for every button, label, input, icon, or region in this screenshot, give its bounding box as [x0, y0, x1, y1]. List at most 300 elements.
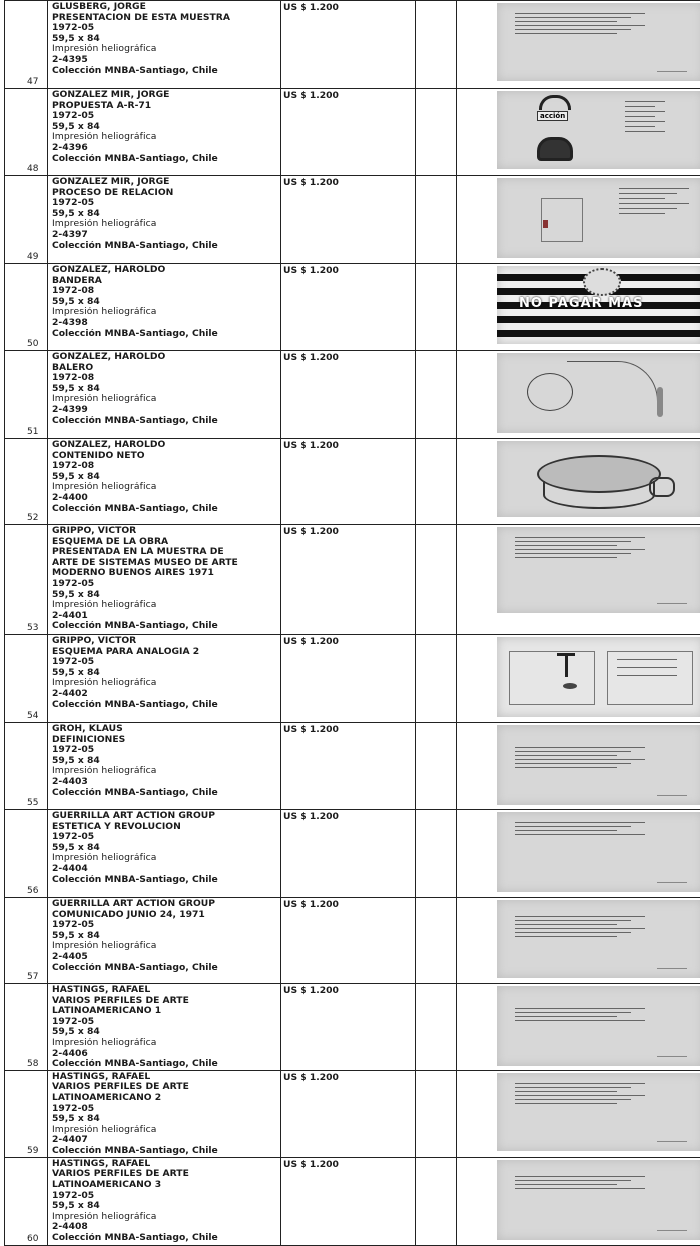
text-line-mark: [515, 932, 631, 933]
price-cell: [281, 525, 416, 635]
artist-name: GONZÁLEZ MIR, JORGE: [52, 90, 277, 101]
artwork-thumbnail-cell: [457, 525, 700, 635]
artwork-dimensions: 59,5 x 84: [52, 1114, 277, 1125]
artwork-thumbnail: [497, 178, 700, 258]
catalog-row: [5, 984, 700, 1071]
row-number: 55: [27, 798, 38, 808]
artwork-technique: Impresión heliográfica: [52, 766, 277, 777]
text-line-mark: [515, 759, 645, 760]
cup-handle-icon: [649, 477, 675, 497]
scheme-mark: [565, 653, 568, 677]
row-number-cell: [5, 984, 48, 1071]
text-line-mark: [515, 553, 631, 554]
artwork-dimensions: 59,5 x 84: [52, 34, 277, 45]
row-number: 51: [27, 427, 38, 437]
text-line-mark: [625, 106, 655, 107]
text-line-mark: [515, 936, 617, 937]
text-line-mark: [515, 928, 645, 929]
row-number-cell: [5, 439, 48, 525]
empty-cell: [416, 351, 457, 439]
price-value: US $ 1.200: [283, 90, 339, 101]
catalog-row: [5, 898, 700, 984]
text-line-mark: [515, 916, 645, 917]
artwork-dimensions: 59,5 x 84: [52, 1027, 277, 1038]
row-number: 48: [27, 164, 38, 174]
text-line-mark: [515, 29, 631, 30]
artist-name: GONZÁLEZ MIR, JORGE: [52, 177, 277, 188]
artwork-info-cell: [48, 635, 281, 723]
text-line-mark: [625, 131, 665, 132]
row-number-cell: [5, 635, 48, 723]
text-line-mark: [657, 968, 687, 969]
artist-name: GUERRILLA ART ACTION GROUP: [52, 899, 277, 910]
text-line-mark: [625, 116, 655, 117]
scheme-frame: [509, 651, 595, 705]
artwork-technique: Impresión heliográfica: [52, 219, 277, 230]
catalog-row: [5, 525, 700, 635]
price-value: US $ 1.200: [283, 899, 339, 910]
text-line-mark: [619, 203, 689, 204]
cup-stick-icon: [657, 387, 663, 417]
artwork-date: 1972-05: [52, 745, 277, 756]
artwork-thumbnail: [497, 1073, 700, 1151]
text-line-mark: [515, 549, 645, 550]
row-number-cell: [5, 351, 48, 439]
artwork-dimensions: 59,5 x 84: [52, 209, 277, 220]
telephone-icon: [537, 137, 573, 161]
text-line-mark: [617, 675, 677, 676]
price-value: US $ 1.200: [283, 985, 339, 996]
catalog-row: [5, 635, 700, 723]
artwork-title-line: BALERO: [52, 363, 277, 374]
text-line-mark: [515, 747, 645, 748]
text-line-mark: [617, 667, 677, 668]
artwork-title-line: PRESENTADA EN LA MUESTRA DE: [52, 547, 277, 558]
empty-cell: [416, 1, 457, 89]
collection-name: Colección MNBA-Santiago, Chile: [52, 504, 277, 515]
text-line-mark: [657, 795, 687, 796]
text-line-mark: [515, 751, 631, 752]
catalog-row: [5, 439, 700, 525]
text-line-mark: [515, 1103, 617, 1104]
collection-name: Colección MNBA-Santiago, Chile: [52, 154, 277, 165]
price-cell: [281, 984, 416, 1071]
price-value: US $ 1.200: [283, 1159, 339, 1170]
artwork-title-line: DEFINICIONES: [52, 735, 277, 746]
inventory-number: 2-4397: [52, 230, 277, 241]
text-line-mark: [515, 924, 617, 925]
collection-name: Colección MNBA-Santiago, Chile: [52, 241, 277, 252]
inventory-number: 2-4405: [52, 952, 277, 963]
catalog-row: [5, 1, 700, 89]
catalog-row: [5, 264, 700, 351]
artwork-date: 1972-05: [52, 1017, 277, 1028]
artwork-date: 1972-05: [52, 1191, 277, 1202]
artwork-thumbnail-cell: [457, 1070, 700, 1157]
artwork-info-cell: [48, 176, 281, 264]
text-line-mark: [515, 13, 645, 14]
price-cell: [281, 176, 416, 264]
text-line-mark: [515, 1012, 631, 1013]
artwork-technique: Impresión heliográfica: [52, 1125, 277, 1136]
row-number-cell: [5, 264, 48, 351]
artwork-title-line: PROCESO DE RELACIÓN: [52, 188, 277, 199]
artwork-title-line: COMUNICADO JUNIO 24, 1971: [52, 910, 277, 921]
text-line-mark: [619, 213, 665, 214]
catalog-row: [5, 1157, 700, 1245]
row-number: 59: [27, 1146, 38, 1156]
text-line-mark: [515, 1180, 631, 1181]
artwork-title-line: ESTÉTICA Y REVOLUCIÓN: [52, 822, 277, 833]
inventory-number: 2-4396: [52, 143, 277, 154]
artwork-date: 1972-05: [52, 23, 277, 34]
artist-name: GONZÁLEZ, HAROLDO: [52, 265, 277, 276]
artwork-info-cell: [48, 264, 281, 351]
flag-slogan: NO PAGAR MAS: [519, 296, 643, 311]
empty-cell: [416, 1157, 457, 1245]
artist-name: GONZÁLEZ, HAROLDO: [52, 352, 277, 363]
catalog-row: [5, 1070, 700, 1157]
price-value: US $ 1.200: [283, 526, 339, 537]
catalog-row: [5, 810, 700, 898]
collection-name: Colección MNBA-Santiago, Chile: [52, 1146, 277, 1157]
telephone-icon: [539, 95, 571, 110]
artwork-technique: Impresión heliográfica: [52, 394, 277, 405]
empty-cell: [416, 723, 457, 810]
row-number-cell: [5, 176, 48, 264]
collection-name: Colección MNBA-Santiago, Chile: [52, 1233, 277, 1244]
thumbnail-caption: acción: [537, 111, 568, 121]
row-number-cell: [5, 810, 48, 898]
artwork-info-cell: [48, 723, 281, 810]
inventory-number: 2-4403: [52, 777, 277, 788]
row-number-cell: [5, 1, 48, 89]
text-line-mark: [657, 71, 687, 72]
artwork-date: 1972-05: [52, 579, 277, 590]
text-line-mark: [515, 767, 617, 768]
empty-cell: [416, 984, 457, 1071]
text-line-mark: [657, 603, 687, 604]
inventory-number: 2-4406: [52, 1049, 277, 1060]
text-line-mark: [515, 830, 617, 831]
artist-name: HASTINGS, RAFAEL: [52, 985, 277, 996]
artwork-date: 1972-05: [52, 657, 277, 668]
row-number: 60: [27, 1234, 38, 1244]
artwork-date: 1972-05: [52, 1104, 277, 1115]
artwork-title-line: PRESENTACIÓN DE ESTA MUESTRA: [52, 13, 277, 24]
text-line-mark: [515, 1020, 645, 1021]
artwork-thumbnail-cell: [457, 89, 700, 176]
artwork-dimensions: 59,5 x 84: [52, 384, 277, 395]
inventory-number: 2-4401: [52, 611, 277, 622]
artwork-thumbnail-cell: [457, 723, 700, 810]
artwork-thumbnail: [497, 527, 700, 613]
text-line-mark: [515, 763, 631, 764]
artwork-technique: Impresión heliográfica: [52, 307, 277, 318]
price-cell: [281, 810, 416, 898]
price-value: US $ 1.200: [283, 352, 339, 363]
artist-name: GROH, KLAUS: [52, 724, 277, 735]
artwork-thumbnail-cell: [457, 264, 700, 351]
artwork-thumbnail-cell: [457, 351, 700, 439]
collection-name: Colección MNBA-Santiago, Chile: [52, 329, 277, 340]
text-line-mark: [619, 193, 677, 194]
text-line-mark: [625, 101, 665, 102]
artwork-dimensions: 59,5 x 84: [52, 472, 277, 483]
price-cell: [281, 1, 416, 89]
row-number: 49: [27, 252, 38, 262]
scheme-mark: [563, 683, 577, 689]
row-number: 57: [27, 972, 38, 982]
diagram-mark: [543, 220, 548, 228]
empty-cell: [416, 635, 457, 723]
collection-name: Colección MNBA-Santiago, Chile: [52, 700, 277, 711]
flag-stripe: [497, 316, 700, 323]
artwork-title-line: ESQUEMA DE LA OBRA: [52, 537, 277, 548]
artwork-thumbnail: [497, 353, 700, 433]
artwork-date: 1972-08: [52, 461, 277, 472]
artist-name: HASTINGS, RAFAEL: [52, 1072, 277, 1083]
artwork-info-cell: [48, 89, 281, 176]
text-line-mark: [515, 1095, 645, 1096]
artwork-dimensions: 59,5 x 84: [52, 122, 277, 133]
artwork-thumbnail: [497, 637, 700, 717]
row-number: 52: [27, 513, 38, 523]
row-number-cell: [5, 1070, 48, 1157]
inventory-number: 2-4395: [52, 55, 277, 66]
artwork-thumbnail-cell: [457, 439, 700, 525]
text-line-mark: [515, 1083, 645, 1084]
artwork-thumbnail-cell: [457, 635, 700, 723]
flag-stripe: [497, 330, 700, 337]
artwork-technique: Impresión heliográfica: [52, 853, 277, 864]
artwork-technique: Impresión heliográfica: [52, 600, 277, 611]
inventory-number: 2-4400: [52, 493, 277, 504]
artwork-thumbnail: [497, 725, 700, 805]
collection-name: Colección MNBA-Santiago, Chile: [52, 1059, 277, 1070]
empty-cell: [416, 810, 457, 898]
artwork-thumbnail: [497, 1160, 700, 1240]
artwork-technique: Impresión heliográfica: [52, 44, 277, 55]
collection-name: Colección MNBA-Santiago, Chile: [52, 416, 277, 427]
artist-name: HASTINGS, RAFAEL: [52, 1159, 277, 1170]
artwork-thumbnail-cell: [457, 1157, 700, 1245]
inventory-number: 2-4408: [52, 1222, 277, 1233]
text-line-mark: [515, 755, 617, 756]
artist-name: GUERRILLA ART ACTION GROUP: [52, 811, 277, 822]
text-line-mark: [515, 1184, 617, 1185]
collection-name: Colección MNBA-Santiago, Chile: [52, 621, 277, 632]
row-number-cell: [5, 723, 48, 810]
artwork-thumbnail-cell: [457, 984, 700, 1071]
text-line-mark: [515, 1008, 645, 1009]
text-line-mark: [515, 1016, 617, 1017]
text-line-mark: [515, 920, 631, 921]
inventory-number: 2-4404: [52, 864, 277, 875]
price-value: US $ 1.200: [283, 2, 339, 13]
empty-cell: [416, 898, 457, 984]
artwork-date: 1972-05: [52, 832, 277, 843]
catalog-row: [5, 351, 700, 439]
artwork-info-cell: [48, 525, 281, 635]
artwork-title-line: VARIOS PERFILES DE ARTE: [52, 1169, 277, 1180]
artwork-title-line: ESQUEMA PARA ANALOGÍA 2: [52, 647, 277, 658]
text-line-mark: [515, 537, 645, 538]
artwork-technique: Impresión heliográfica: [52, 1212, 277, 1223]
row-number-cell: [5, 89, 48, 176]
artwork-title-line: ARTE DE SISTEMAS MUSEO DE ARTE: [52, 558, 277, 569]
price-value: US $ 1.200: [283, 724, 339, 735]
collection-name: Colección MNBA-Santiago, Chile: [52, 875, 277, 886]
text-line-mark: [617, 659, 677, 660]
inventory-number: 2-4407: [52, 1135, 277, 1146]
artwork-thumbnail: [497, 3, 700, 81]
text-line-mark: [515, 1176, 645, 1177]
empty-cell: [416, 439, 457, 525]
artwork-title-line: VARIOS PERFILES DE ARTE: [52, 1082, 277, 1093]
artwork-dimensions: 59,5 x 84: [52, 1201, 277, 1212]
text-line-mark: [515, 1087, 631, 1088]
row-number-cell: [5, 525, 48, 635]
row-number: 53: [27, 623, 38, 633]
text-line-mark: [657, 882, 687, 883]
price-cell: [281, 635, 416, 723]
row-number-cell: [5, 1157, 48, 1245]
text-line-mark: [619, 208, 677, 209]
artwork-title-line: BANDERA: [52, 276, 277, 287]
price-value: US $ 1.200: [283, 265, 339, 276]
price-cell: [281, 1070, 416, 1157]
artwork-title-line: LATINOAMERICANO 1: [52, 1006, 277, 1017]
collection-name: Colección MNBA-Santiago, Chile: [52, 788, 277, 799]
artwork-thumbnail-cell: [457, 1, 700, 89]
artwork-date: 1972-05: [52, 198, 277, 209]
artwork-info-cell: [48, 1, 281, 89]
price-cell: [281, 723, 416, 810]
artwork-dimensions: 59,5 x 84: [52, 590, 277, 601]
artwork-dimensions: 59,5 x 84: [52, 756, 277, 767]
row-number: 56: [27, 886, 38, 896]
artwork-thumbnail: [497, 266, 700, 344]
text-line-mark: [625, 126, 655, 127]
artwork-date: 1972-05: [52, 111, 277, 122]
text-line-mark: [515, 541, 631, 542]
artwork-technique: Impresión heliográfica: [52, 132, 277, 143]
artwork-thumbnail: [497, 900, 700, 978]
text-line-mark: [515, 21, 617, 22]
text-line-mark: [515, 557, 617, 558]
empty-cell: [416, 264, 457, 351]
row-number: 47: [27, 77, 38, 87]
artwork-thumbnail: [497, 812, 700, 892]
empty-cell: [416, 176, 457, 264]
string-curve: [567, 361, 658, 402]
artwork-technique: Impresión heliográfica: [52, 1038, 277, 1049]
artwork-technique: Impresión heliográfica: [52, 482, 277, 493]
row-number-cell: [5, 898, 48, 984]
artwork-dimensions: 59,5 x 84: [52, 931, 277, 942]
artist-name: GONZÁLEZ, HAROLDO: [52, 440, 277, 451]
artwork-info-cell: [48, 984, 281, 1071]
price-value: US $ 1.200: [283, 1072, 339, 1083]
price-cell: [281, 898, 416, 984]
text-line-mark: [657, 1230, 687, 1231]
artwork-date: 1972-08: [52, 286, 277, 297]
empty-cell: [416, 1070, 457, 1157]
artwork-info-cell: [48, 351, 281, 439]
artwork-thumbnail: [497, 986, 700, 1066]
text-line-mark: [515, 834, 645, 835]
collection-name: Colección MNBA-Santiago, Chile: [52, 66, 277, 77]
artwork-info-cell: [48, 898, 281, 984]
inventory-number: 2-4402: [52, 689, 277, 700]
price-cell: [281, 439, 416, 525]
artwork-dimensions: 59,5 x 84: [52, 297, 277, 308]
inventory-number: 2-4398: [52, 318, 277, 329]
artwork-date: 1972-05: [52, 920, 277, 931]
catalog-row: [5, 176, 700, 264]
artwork-date: 1972-08: [52, 373, 277, 384]
empty-cell: [416, 89, 457, 176]
empty-cell: [416, 525, 457, 635]
text-line-mark: [657, 1056, 687, 1057]
artwork-thumbnail: [497, 441, 700, 517]
text-line-mark: [515, 822, 645, 823]
row-number: 54: [27, 711, 38, 721]
price-value: US $ 1.200: [283, 811, 339, 822]
artwork-title-line: PROPUESTA A-R-71: [52, 101, 277, 112]
artwork-title-line: VARIOS PERFILES DE ARTE: [52, 996, 277, 1007]
text-line-mark: [515, 25, 645, 26]
price-cell: [281, 1157, 416, 1245]
artwork-technique: Impresión heliográfica: [52, 941, 277, 952]
text-line-mark: [515, 1091, 617, 1092]
artwork-dimensions: 59,5 x 84: [52, 668, 277, 679]
artwork-info-cell: [48, 1157, 281, 1245]
artist-name: GRIPPO, VÍCTOR: [52, 526, 277, 537]
artwork-thumbnail: [497, 91, 700, 169]
price-value: US $ 1.200: [283, 177, 339, 188]
price-cell: [281, 89, 416, 176]
catalog-table: [4, 0, 700, 1246]
text-line-mark: [515, 33, 617, 34]
artwork-thumbnail-cell: [457, 898, 700, 984]
row-number: 50: [27, 339, 38, 349]
price-value: US $ 1.200: [283, 636, 339, 647]
artwork-info-cell: [48, 810, 281, 898]
text-line-mark: [515, 826, 631, 827]
text-line-mark: [619, 188, 689, 189]
artist-name: GRIPPO, VÍCTOR: [52, 636, 277, 647]
artwork-thumbnail-cell: [457, 176, 700, 264]
price-value: US $ 1.200: [283, 440, 339, 451]
artwork-title-line: MODERNO BUENOS AIRES 1971: [52, 568, 277, 579]
text-line-mark: [625, 121, 665, 122]
artwork-title-line: LATINOAMERICANO 3: [52, 1180, 277, 1191]
text-line-mark: [657, 1141, 687, 1142]
scheme-mark: [557, 653, 575, 656]
catalog-row: [5, 723, 700, 810]
artwork-title-line: CONTENIDO NETO: [52, 451, 277, 462]
catalog-row: [5, 89, 700, 176]
text-line-mark: [625, 111, 665, 112]
text-line-mark: [515, 1099, 631, 1100]
price-cell: [281, 264, 416, 351]
artwork-thumbnail-cell: [457, 810, 700, 898]
sun-icon: [583, 268, 621, 296]
text-line-mark: [515, 17, 631, 18]
artwork-info-cell: [48, 439, 281, 525]
